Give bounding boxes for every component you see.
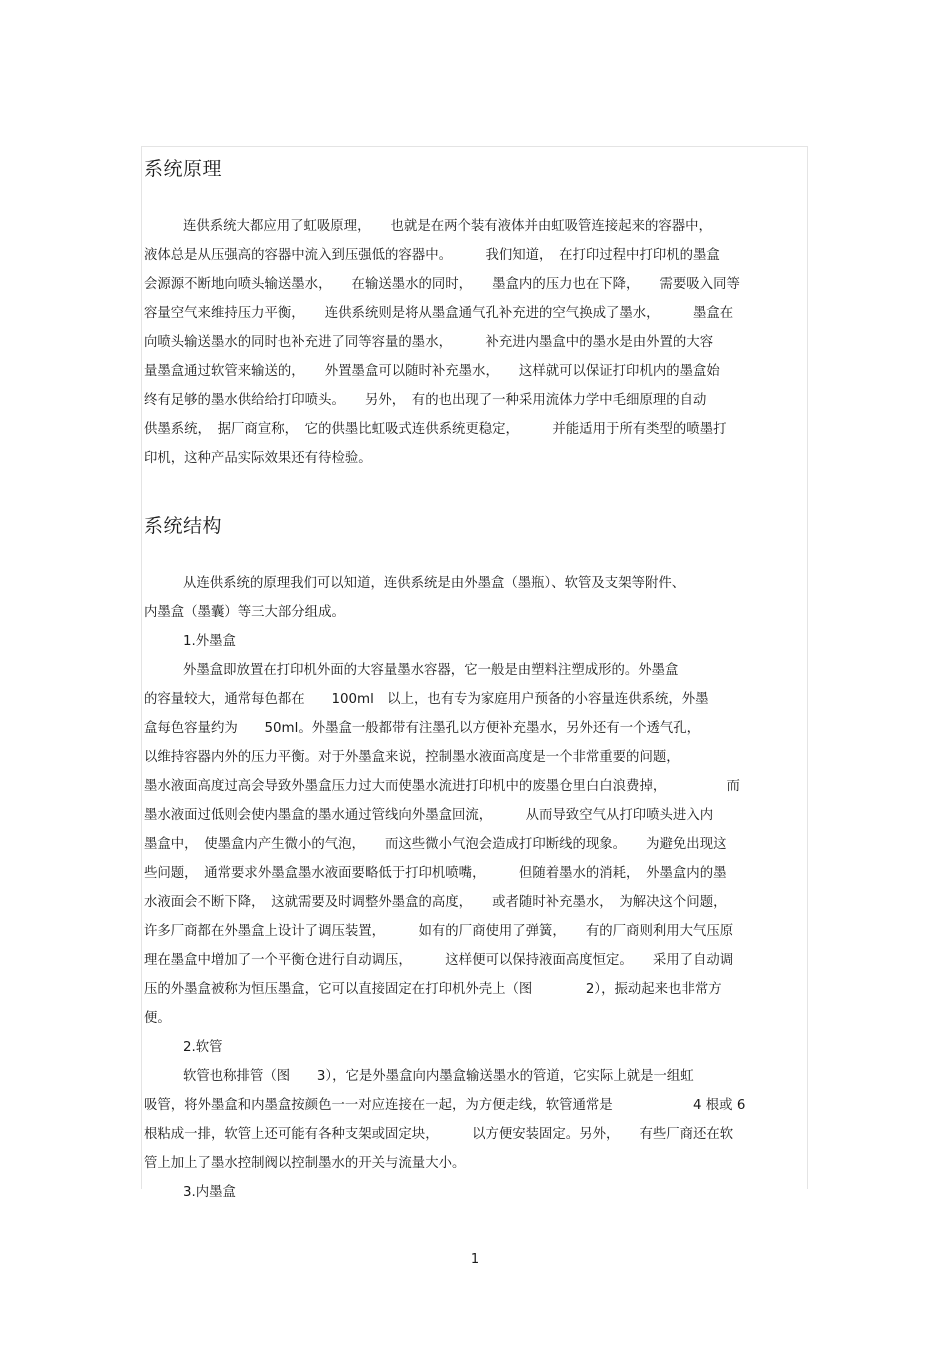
text-line: 容量空气来维持压力平衡， 连供系统则是将从墨盒通气孔补充进的空气换成了墨水， 墨盒在: [144, 306, 734, 321]
text-line: 理在墨盒中增加了一个平衡仓进行自动调压， 这样便可以保持液面高度恒定。 采用了自动调: [144, 953, 734, 968]
subheading-inner-cartridge: 3.内墨盒: [183, 1185, 236, 1200]
text-line: 软管也称排管（图 3），它是外墨盒向内墨盒输送墨水的管道，它实际上就是一组虹: [183, 1069, 694, 1084]
text-line: 的容量较大，通常每色都在 100ml 以上，也有专为家庭用户预备的小容量连供系统，外墨: [144, 692, 709, 707]
spacer: [144, 543, 804, 569]
text-line: 压的外墨盒被称为恒压墨盒，它可以直接固定在打印机外壳上（图 2），振动起来也非常方: [144, 982, 722, 997]
text-line: 从连供系统的原理我们可以知道，连供系统是由外墨盒（墨瓶）、软管及支架等附件、: [183, 576, 686, 591]
text-line: 外墨盒即放置在打印机外面的大容量墨水容器，它一般是由塑料注塑成形的。外墨盒: [183, 663, 679, 678]
text-line: 墨水液面高度过高会导致外墨盒压力过大而使墨水流进打印机中的废墨仓里白白浪费掉， 而: [144, 779, 740, 794]
spacer: [144, 186, 804, 212]
text-line: 印机，这种产品实际效果还有待检验。: [144, 451, 372, 466]
section-heading-principle: 系统原理: [144, 158, 223, 180]
text-line: 根粘成一排，软管上还可能有各种支架或固定块， 以方便安装固定。另外， 有些厂商还在软: [144, 1127, 734, 1142]
text-line: 以维持容器内外的压力平衡。对于外墨盒来说，控制墨水液面高度是一个非常重要的问题，: [144, 750, 680, 765]
text-line: 会源源不断地向喷头输送墨水， 在输送墨水的同时， 墨盒内的压力也在下降， 需要吸入同等: [144, 277, 740, 292]
text-line: 管上加上了墨水控制阀以控制墨水的开关与流量大小。: [144, 1156, 466, 1171]
text-line: 量墨盒通过软管来输送的， 外置墨盒可以随时补充墨水， 这样就可以保证打印机内的墨盒始: [144, 364, 720, 379]
text-line: 向喷头输送墨水的同时也补充进了同等容量的墨水， 补充进内墨盒中的墨水是由外置的大容: [144, 335, 714, 350]
text-line: 墨盒中， 使墨盒内产生微小的气泡， 而这些微小气泡会造成打印断线的现象。 为避免出现这: [144, 837, 727, 852]
document-body: [144, 152, 804, 1207]
text-line: 墨水液面过低则会使内墨盒的墨水通过管线向外墨盒回流， 从而导致空气从打印喷头进入内: [144, 808, 714, 823]
text-line: 供墨系统， 据厂商宣称， 它的供墨比虹吸式连供系统更稳定， 并能适用于所有类型的喷墨打: [144, 422, 727, 437]
text-line: 吸管，将外墨盒和内墨盒按颜色一一对应连接在一起，为方便走线，软管通常是 4 根或 6: [144, 1098, 746, 1113]
text-line: 便。: [144, 1011, 171, 1026]
text-line: 些问题， 通常要求外墨盒墨水液面要略低于打印机喷嘴， 但随着墨水的消耗， 外墨盒内的墨: [144, 866, 727, 881]
section-heading-structure: 系统结构: [144, 515, 223, 537]
text-line: 连供系统大都应用了虹吸原理， 也就是在两个装有液体并由虹吸管连接起来的容器中，: [183, 219, 712, 234]
text-line: 许多厂商都在外墨盒上设计了调压装置， 如有的厂商使用了弹簧， 有的厂商则利用大气压原: [144, 924, 734, 939]
spacer: [144, 473, 804, 509]
page-number: 1: [470, 1252, 480, 1267]
subheading-outer-cartridge: 1.外墨盒: [183, 634, 236, 649]
paragraph-principle: [144, 212, 804, 473]
text-line: 水液面会不断下降， 这就需要及时调整外墨盒的高度， 或者随时补充墨水， 为解决这个问题，: [144, 895, 727, 910]
text-line: 内墨盒（墨囊）等三大部分组成。: [144, 605, 345, 620]
subheading-tubing: 2.软管: [183, 1040, 223, 1055]
text-line: 终有足够的墨水供给给打印喷头。 另外， 有的也出现了一种采用流体力学中毛细原理的自动: [144, 393, 707, 408]
text-line: 盒每色容量约为 50ml。外墨盒一般都带有注墨孔以方便补充墨水，另外还有一个透气孔，: [144, 721, 701, 736]
paragraph-structure: [144, 569, 804, 1207]
text-line: 液体总是从压强高的容器中流入到压强低的容器中。 我们知道， 在打印过程中打印机的墨盒: [144, 248, 720, 263]
